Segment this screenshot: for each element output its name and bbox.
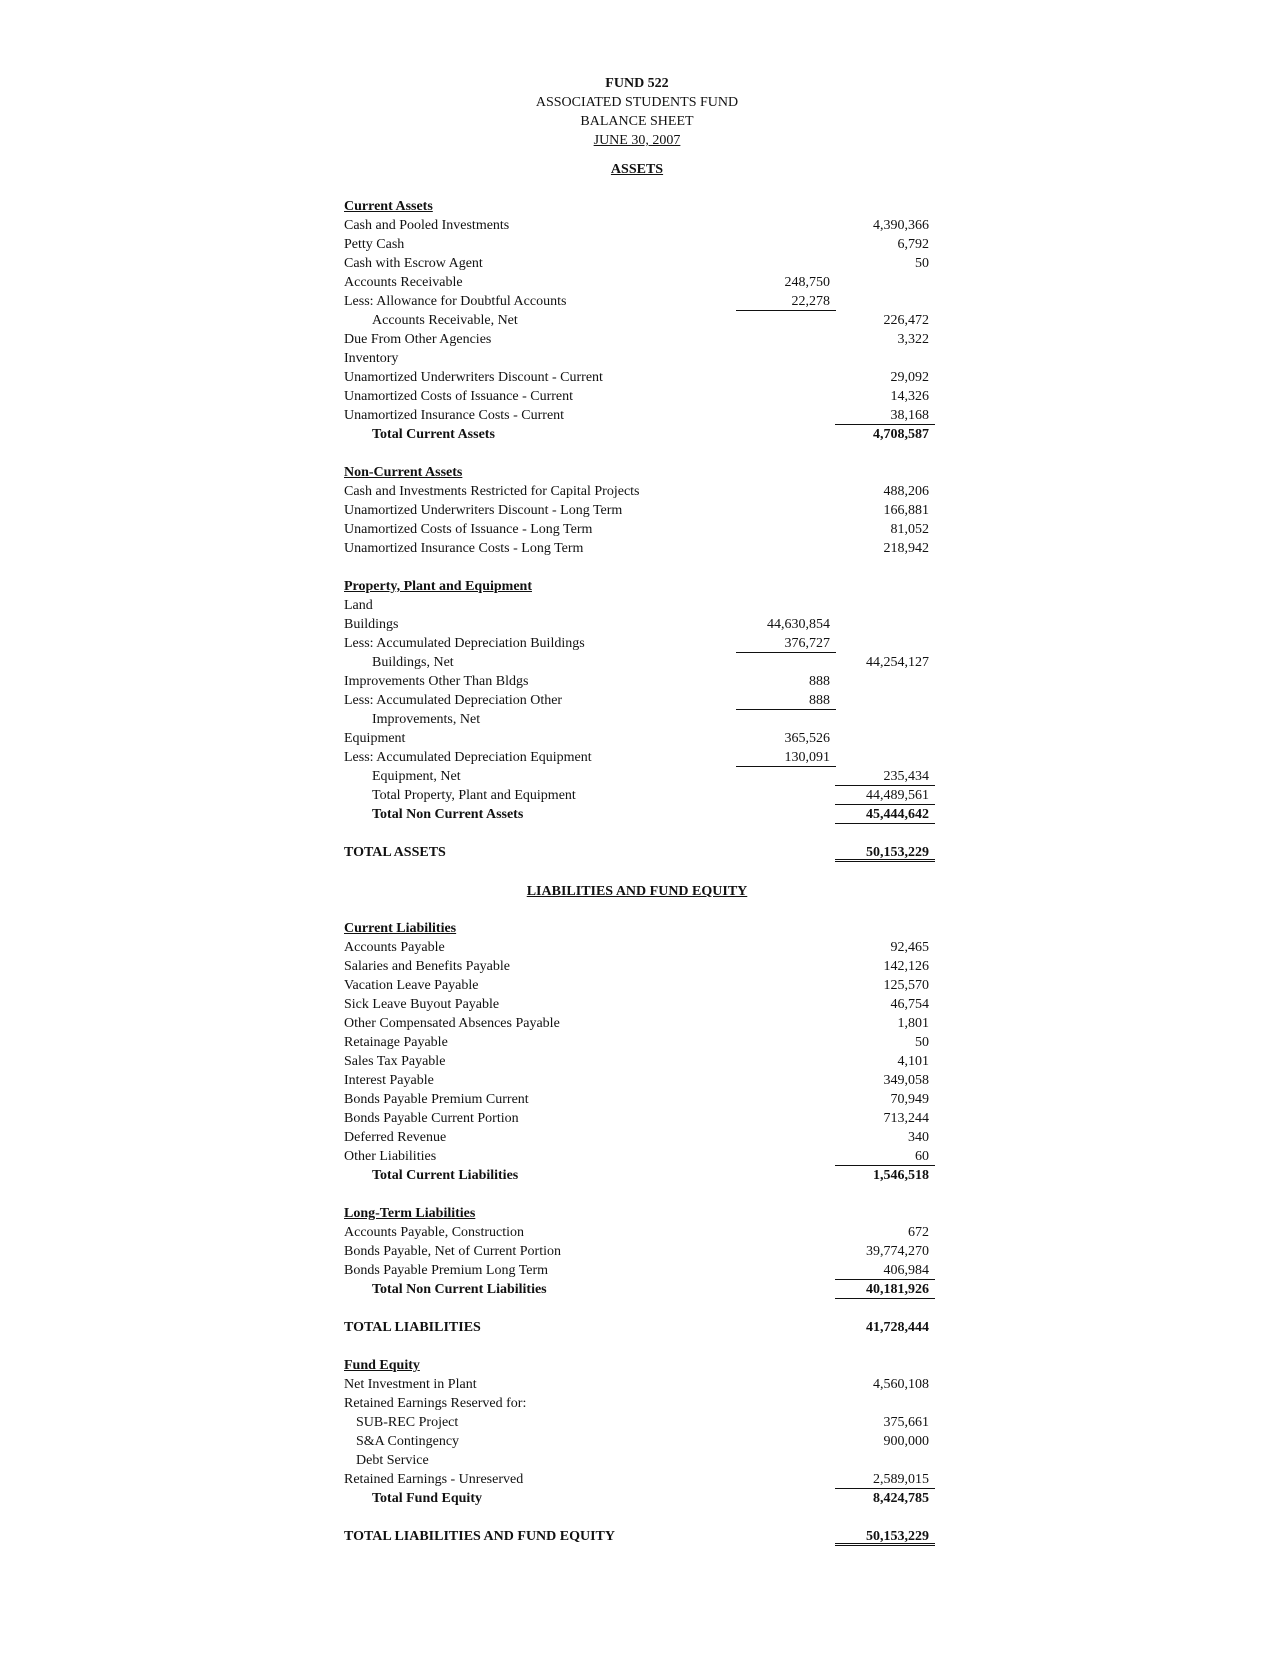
section-heading: Current Liabilities xyxy=(344,921,457,936)
line-item: Land xyxy=(344,598,373,613)
line-item: Unamortized Insurance Costs - Long Term 218,942 xyxy=(344,541,929,556)
line-item: Less: Accumulated Depreciation Equipment 130,091 xyxy=(344,748,930,767)
line-item: Bonds Payable, Net of Current Portion 39,774,270 xyxy=(344,1244,929,1259)
line-item: Unamortized Underwriters Discount - Current 29,092 xyxy=(344,370,929,385)
line-item: Bonds Payable Premium Current 70,949 xyxy=(344,1092,929,1107)
section-heading: Current Assets xyxy=(344,199,433,214)
line-item: Less: Accumulated Depreciation Buildings 376,727 xyxy=(344,634,930,653)
section-heading: Non-Current Assets xyxy=(344,465,463,480)
line-item: Sick Leave Buyout Payable 46,754 xyxy=(344,997,929,1012)
subtotal-row: Total Current Assets 4,708,587 xyxy=(372,427,929,442)
section-heading: Fund Equity xyxy=(344,1358,420,1373)
line-item: Less: Allowance for Doubtful Accounts 22,278 xyxy=(344,292,930,311)
line-item: Bonds Payable Premium Long Term 406,984 xyxy=(344,1261,930,1280)
line-item: Bonds Payable Current Portion 713,244 xyxy=(344,1111,929,1126)
line-item: Retainage Payable 50 xyxy=(344,1035,929,1050)
line-item: Buildings 44,630,854 xyxy=(344,617,830,632)
subtotal-row: Total Current Liabilities 1,546,518 xyxy=(372,1168,929,1183)
line-item: S&A Contingency 900,000 xyxy=(356,1434,929,1449)
section-heading: Long-Term Liabilities xyxy=(344,1206,476,1221)
line-item: Sales Tax Payable 4,101 xyxy=(344,1054,929,1069)
line-item: Retained Earnings Reserved for: xyxy=(344,1396,527,1411)
line-item: Unamortized Costs of Issuance - Current 14,326 xyxy=(344,389,929,404)
section-heading: Property, Plant and Equipment xyxy=(344,579,532,594)
line-item: Accounts Receivable 248,750 xyxy=(344,275,830,290)
line-item: Equipment, Net 235,434 xyxy=(344,767,930,786)
line-item: Improvements, Net xyxy=(372,712,481,727)
line-item: Unamortized Costs of Issuance - Long Term 81,052 xyxy=(344,522,929,537)
subtotal-row: Total Fund Equity 8,424,785 xyxy=(372,1491,929,1506)
line-item: Retained Earnings - Unreserved 2,589,015 xyxy=(344,1470,930,1489)
line-item: Total Property, Plant and Equipment 44,489,561 xyxy=(344,786,930,805)
line-item: Accounts Payable, Construction 672 xyxy=(344,1225,929,1240)
line-item: Accounts Payable 92,465 xyxy=(344,940,929,955)
line-item: Salaries and Benefits Payable 142,126 xyxy=(344,959,929,974)
line-item: Cash with Escrow Agent 50 xyxy=(344,256,929,271)
document-header xyxy=(344,74,930,150)
line-item: Less: Accumulated Depreciation Other 888 xyxy=(344,691,930,710)
line-item: Unamortized Insurance Costs - Current 38,168 xyxy=(344,406,930,425)
balance-sheet-document xyxy=(344,74,930,1546)
line-item: Interest Payable 349,058 xyxy=(344,1073,929,1088)
line-item: Accounts Receivable, Net 226,472 xyxy=(372,313,929,328)
line-item: Buildings, Net 44,254,127 xyxy=(372,655,929,670)
line-item: Other Liabilities 60 xyxy=(344,1147,930,1166)
line-item: Improvements Other Than Bldgs 888 xyxy=(344,674,830,689)
report-title: BALANCE SHEET xyxy=(580,114,694,129)
fund-number: FUND 522 xyxy=(605,76,669,91)
assets-title: ASSETS xyxy=(610,162,664,177)
line-item: Net Investment in Plant 4,560,108 xyxy=(344,1377,929,1392)
line-item: Petty Cash 6,792 xyxy=(344,237,929,252)
total-assets-row: TOTAL ASSETS 50,153,229 xyxy=(344,843,930,862)
grand-total-row: TOTAL LIABILITIES AND FUND EQUITY 50,153,229 xyxy=(344,1527,930,1546)
line-item: Inventory xyxy=(344,351,399,366)
report-date: JUNE 30, 2007 xyxy=(593,133,681,148)
subtotal-row: Total Non Current Assets 45,444,642 xyxy=(344,805,930,824)
line-item: Cash and Investments Restricted for Capital Projects 488,206 xyxy=(344,484,929,499)
line-item: Other Compensated Absences Payable 1,801 xyxy=(344,1016,929,1031)
line-item: Equipment 365,526 xyxy=(344,731,830,746)
line-item: Vacation Leave Payable 125,570 xyxy=(344,978,929,993)
liabilities-title: LIABILITIES AND FUND EQUITY xyxy=(526,884,748,899)
line-item: Unamortized Underwriters Discount - Long Term 166,881 xyxy=(344,503,929,518)
line-item: Deferred Revenue 340 xyxy=(344,1130,929,1145)
line-item: Cash and Pooled Investments 4,390,366 xyxy=(344,218,929,233)
total-liabilities-row: TOTAL LIABILITIES 41,728,444 xyxy=(344,1320,929,1335)
fund-name: ASSOCIATED STUDENTS FUND xyxy=(535,95,739,110)
line-item: Due From Other Agencies 3,322 xyxy=(344,332,929,347)
line-item: Debt Service xyxy=(356,1453,429,1468)
line-item: SUB-REC Project 375,661 xyxy=(356,1415,929,1430)
subtotal-row: Total Non Current Liabilities 40,181,926 xyxy=(344,1280,930,1299)
